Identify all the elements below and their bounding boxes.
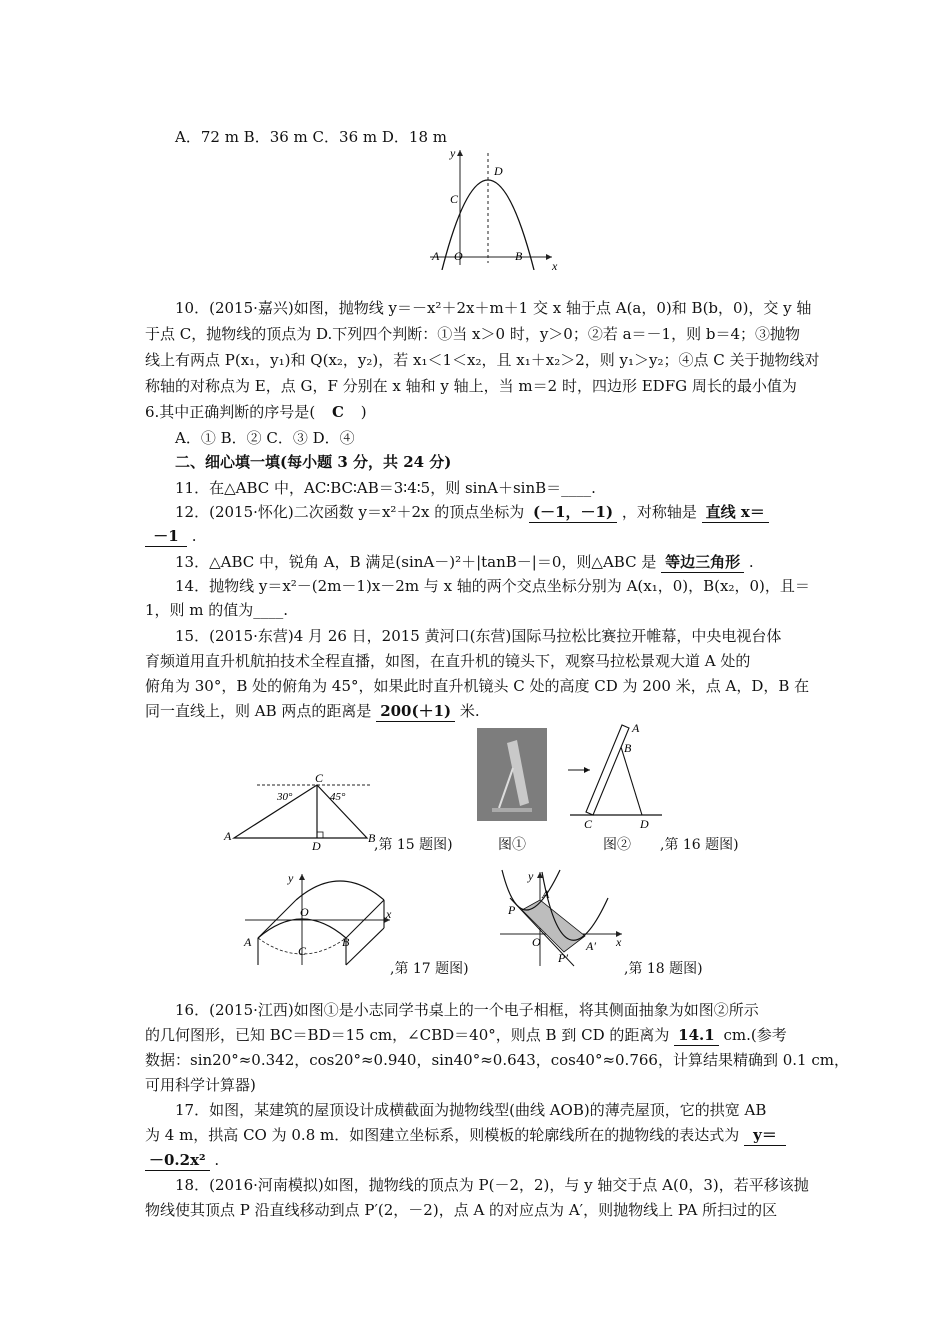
q9-parabola-figure bbox=[420, 145, 560, 270]
q15-line1: 15．(2015·东营)4 月 26 日，2015 黄河口(东营)国际马拉松比赛拉开帷幕，中央电视台体 bbox=[175, 627, 782, 645]
q18-line2: 物线使其顶点 P 沿直线移动到点 P′(2，－2)，点 A 的对应点为 A′，则抛物线上 PA 所扫过的区 bbox=[145, 1201, 778, 1219]
fig18-caption: ,第 18 题图) bbox=[624, 961, 703, 977]
q12-end: . bbox=[191, 527, 197, 545]
q10-line5-end: ) bbox=[360, 403, 367, 421]
q10-line4: 称轴的对称点为 E，点 G，F 分别在 x 轴和 y 轴上，当 m＝2 时，四边形 EDFG 周长的最小值为 bbox=[145, 377, 797, 395]
q16-answer: 14.1 bbox=[674, 1025, 719, 1046]
q16-line2-end: cm.(参考 bbox=[723, 1026, 787, 1044]
label-D: D bbox=[312, 839, 321, 850]
q16-line1: 16．(2015·江西)如图①是小志同学书桌上的一个电子相框，将其侧面抽象为如图②所示 bbox=[175, 1001, 759, 1019]
section-heading: 二、细心填一填(每小题 3 分，共 24 分) bbox=[175, 453, 452, 471]
label-A: A bbox=[244, 935, 252, 949]
label-C: C bbox=[450, 192, 459, 206]
triangle-ACB bbox=[234, 785, 367, 838]
q11: 11．在△ABC 中，AC∶BC∶AB＝3∶4∶5，则 sinA＋sinB＝____. bbox=[175, 479, 596, 497]
q12-line1 bbox=[175, 502, 841, 523]
label-A: A bbox=[224, 829, 232, 843]
q16-line2-pre: 的几何图形，已知 BC＝BD＝15 cm，∠CBD＝40°，则点 B 到 CD 的距离为 bbox=[145, 1026, 670, 1044]
fig15-caption: ,第 15 题图) bbox=[374, 837, 453, 853]
label-y: y bbox=[450, 146, 456, 160]
q12-line2 bbox=[145, 526, 811, 547]
fig16-caption: ,第 16 题图) bbox=[660, 837, 739, 853]
q17-answer-a: y＝ bbox=[744, 1125, 786, 1146]
back-arch bbox=[296, 881, 384, 900]
q12-pre: 12．(2015·怀化)二次函数 y＝x²＋2x 的顶点坐标为 bbox=[175, 503, 525, 521]
bottom-edge bbox=[346, 928, 384, 965]
q12-mid: ，对称轴是 bbox=[621, 503, 697, 521]
right-angle-mark bbox=[317, 832, 323, 838]
label-A: A bbox=[632, 722, 640, 735]
q15-line4-pre: 同一直线上，则 AB 两点的距离是 bbox=[145, 702, 372, 720]
q10-line5-text: 6.其中正确判断的序号是( bbox=[145, 403, 316, 421]
label-A: A bbox=[432, 249, 440, 263]
label-C: C bbox=[315, 771, 324, 785]
fig16-diagram bbox=[560, 722, 670, 832]
left-edge bbox=[258, 900, 296, 938]
q17-line2-pre: 为 4 m，拱高 CO 为 0.8 m．如图建立坐标系，则模板的轮廓线所在的抛物线的表达式为 bbox=[145, 1126, 740, 1144]
q15-line4 bbox=[145, 701, 811, 722]
q9-options: A．72 m B．36 m C．36 m D．18 m bbox=[175, 128, 447, 146]
q12-answer2b: －1 bbox=[145, 526, 187, 547]
label-O: O bbox=[454, 249, 463, 263]
label-P: P bbox=[508, 903, 516, 917]
q12-answer2a: 直线 x＝ bbox=[702, 502, 769, 523]
label-C: C bbox=[298, 944, 307, 958]
q15-line2: 育频道用直升机航拍技术全程直播，如图，在直升机的镜头下，观察马拉松景观大道 A 处的 bbox=[145, 652, 751, 670]
fig17-roof bbox=[240, 870, 400, 970]
frame-board bbox=[586, 725, 629, 815]
q18-line1: 18．(2016·河南模拟)如图，抛物线的顶点为 P(－2，2)，与 y 轴交于点 A(0，3)，若平移该抛 bbox=[175, 1176, 809, 1194]
q17-answer-b: －0.2x² bbox=[145, 1150, 210, 1171]
label-A: A bbox=[542, 887, 550, 901]
q10-line1: 10．(2015·嘉兴)如图，抛物线 y＝－x²＋2x＋m＋1 交 x 轴于点 A(a，0)和 B(b，0)，交 y 轴 bbox=[175, 299, 812, 317]
q10-line2: 于点 C，抛物线的顶点为 D.下列四个判断：①当 x＞0 时，y＞0；②若 a＝－1，则 b＝4；③抛物 bbox=[145, 325, 801, 343]
q16-line2 bbox=[145, 1025, 811, 1046]
label-B: B bbox=[368, 831, 376, 845]
q10-answer: C bbox=[331, 403, 344, 421]
label-B: B bbox=[515, 249, 523, 263]
label-A-prime: A′ bbox=[586, 939, 596, 953]
q15-answer: 200(＋1) bbox=[376, 701, 455, 722]
photo-frame-drawing bbox=[477, 728, 547, 821]
q16-line4: 可用科学计算器) bbox=[145, 1076, 256, 1094]
label-D: D bbox=[640, 817, 649, 831]
q14-line2: 1，则 m 的值为____. bbox=[145, 601, 289, 619]
label-x: x bbox=[616, 935, 622, 949]
fig16-label1: 图① bbox=[498, 837, 526, 853]
arrow-head bbox=[584, 767, 590, 773]
q10-options: A．① B．② C．③ D．④ bbox=[175, 429, 355, 447]
label-y: y bbox=[288, 871, 294, 885]
q17-line1: 17．如图，某建筑的屋顶设计成横截面为抛物线型(曲线 AOB)的薄壳屋顶，它的拱宽 AB bbox=[175, 1101, 767, 1119]
label-D: D bbox=[494, 164, 503, 178]
label-y: y bbox=[528, 869, 534, 883]
q13 bbox=[175, 552, 841, 573]
label-C: C bbox=[584, 817, 593, 831]
q13-pre: 13．△ABC 中，锐角 A，B 满足(sinA－)²＋|tanB－|＝0，则△ABC 是 bbox=[175, 553, 657, 571]
q16-line3: 数据：sin20°≈0.342，cos20°≈0.940，sin40°≈0.643，cos40°≈0.766，计算结果精确到 0.1 cm， bbox=[145, 1051, 849, 1069]
y-axis-arrow bbox=[299, 874, 305, 880]
label-45deg: 45° bbox=[330, 791, 346, 803]
q13-end: . bbox=[748, 553, 754, 571]
label-O: O bbox=[532, 935, 541, 949]
frame-base bbox=[492, 808, 532, 812]
label-30deg: 30° bbox=[277, 791, 293, 803]
fig15-triangle bbox=[222, 770, 382, 850]
q14-line1: 14．抛物线 y＝x²－(2m－1)x－2m 与 x 轴的两个交点坐标分别为 A(x₁，0)，B(x₂，0)，且＝ bbox=[175, 577, 810, 595]
label-x: x bbox=[552, 259, 558, 270]
q15-line4-end: 米. bbox=[459, 702, 480, 720]
support-BD bbox=[621, 747, 642, 815]
right-edge-top bbox=[346, 900, 384, 938]
q12-answer1: (－1，－1) bbox=[529, 502, 617, 523]
q17-line3 bbox=[145, 1150, 811, 1171]
fig18-parabolas bbox=[490, 868, 630, 968]
q17-end: . bbox=[214, 1151, 220, 1169]
fig17-caption: ,第 17 题图) bbox=[390, 961, 469, 977]
y-axis-arrow bbox=[457, 150, 463, 156]
fig16-label2: 图② bbox=[603, 837, 631, 853]
label-B: B bbox=[342, 935, 350, 949]
label-B: B bbox=[624, 741, 632, 755]
q15-line3: 俯角为 30°，B 处的俯角为 45°，如果此时直升机镜头 C 处的高度 CD 为 200 米，点 A，D，B 在 bbox=[145, 677, 810, 695]
q17-line2 bbox=[145, 1125, 811, 1146]
label-P-prime: P′ bbox=[558, 951, 568, 965]
label-O: O bbox=[300, 905, 309, 919]
label-x: x bbox=[386, 907, 392, 921]
q13-answer: 等边三角形 bbox=[661, 552, 744, 573]
q10-line3: 线上有两点 P(x₁，y₁)和 Q(x₂，y₂)，若 x₁＜1＜x₂，且 x₁＋x₂＞2，则 y₁＞y₂；④点 C 关于抛物线对 bbox=[145, 351, 820, 369]
photo-frame-image bbox=[477, 728, 547, 821]
q10-line5 bbox=[145, 402, 811, 422]
